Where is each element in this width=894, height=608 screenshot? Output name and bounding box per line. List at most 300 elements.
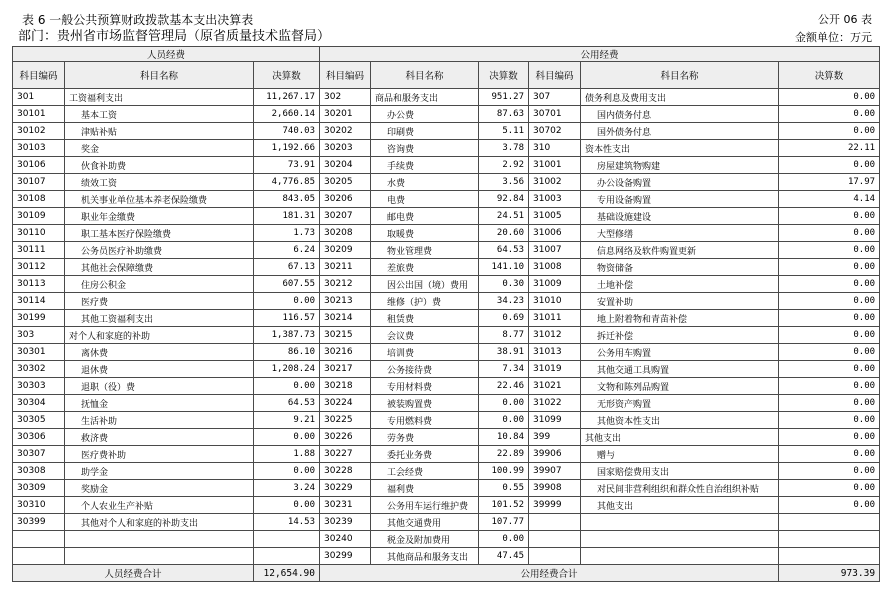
item-code: 30228 [320,463,371,480]
item-code: 30306 [13,429,65,446]
item-amount: 0.00 [479,531,529,548]
item-name: 离休费 [65,344,254,361]
table-row [13,429,880,446]
item-amount: 0.00 [254,497,320,514]
item-code: 30701 [529,106,581,123]
item-amount: 0.00 [254,378,320,395]
item-amount: 64.53 [479,242,529,259]
item-code: 307 [529,89,581,106]
item-name: 邮电费 [371,208,479,225]
item-name: 生活补助 [65,412,254,429]
item-name: 国外债务付息 [581,123,779,140]
item-code: 31005 [529,208,581,225]
group-header-personnel: 人员经费 [13,47,320,62]
item-amount: 38.91 [479,344,529,361]
table-row [13,480,880,497]
item-code: 30101 [13,106,65,123]
item-name: 印刷费 [371,123,479,140]
item-amount: 11,267.17 [254,89,320,106]
item-code: 30304 [13,395,65,412]
item-amount: 607.55 [254,276,320,293]
item-name: 绩效工资 [65,174,254,191]
item-name: 大型修缮 [581,225,779,242]
column-header-code: 科目编码 [13,62,65,89]
item-amount: 0.00 [479,395,529,412]
item-code: 30216 [320,344,371,361]
item-code: 30213 [320,293,371,310]
table-row [13,276,880,293]
item-code: 30108 [13,191,65,208]
item-amount: 0.00 [779,225,880,242]
item-name: 基本工资 [65,106,254,123]
item-amount: 0.00 [779,327,880,344]
item-name: 其他工资福利支出 [65,310,254,327]
expenditure-table [12,46,880,582]
item-amount: 951.27 [479,89,529,106]
item-name: 对民间非营利组织和群众性自治组织补贴 [581,480,779,497]
column-header-amount: 决算数 [779,62,880,89]
item-code: 30212 [320,276,371,293]
column-header-name: 科目名称 [65,62,254,89]
item-code: 310 [529,140,581,157]
item-name: 咨询费 [371,140,479,157]
item-name: 基础设施建设 [581,208,779,225]
item-name: 奖励金 [65,480,254,497]
column-header-code: 科目编码 [320,62,371,89]
item-name: 被装购置费 [371,395,479,412]
item-code: 31002 [529,174,581,191]
item-amount: 86.10 [254,344,320,361]
item-amount: 0.30 [479,276,529,293]
item-amount: 0.00 [779,412,880,429]
item-amount: 1,192.66 [254,140,320,157]
column-header-amount: 决算数 [479,62,529,89]
empty-cell [65,531,254,548]
item-code: 30113 [13,276,65,293]
item-amount: 843.05 [254,191,320,208]
table-row [13,106,880,123]
item-code: 30310 [13,497,65,514]
item-amount: 22.89 [479,446,529,463]
item-code: 30399 [13,514,65,531]
item-amount: 10.84 [479,429,529,446]
personnel-total-amount: 12,654.90 [254,565,320,582]
item-code: 30107 [13,174,65,191]
item-code: 30202 [320,123,371,140]
item-amount: 0.69 [479,310,529,327]
item-code: 30201 [320,106,371,123]
item-name: 公务接待费 [371,361,479,378]
item-code: 30231 [320,497,371,514]
item-code: 30110 [13,225,65,242]
empty-cell [779,531,880,548]
item-amount: 0.00 [779,463,880,480]
item-amount: 17.97 [779,174,880,191]
item-name: 其他交通费用 [371,514,479,531]
item-code: 30106 [13,157,65,174]
item-code: 31019 [529,361,581,378]
item-name: 土地补偿 [581,276,779,293]
item-name: 其他对个人和家庭的补助支出 [65,514,254,531]
empty-cell [581,531,779,548]
table-row [13,157,880,174]
item-code: 30203 [320,140,371,157]
item-amount: 4.14 [779,191,880,208]
department-label: 部门：贵州省市场监督管理局（原省质量技术监督局） [18,29,331,44]
item-amount: 2.92 [479,157,529,174]
item-name: 个人农业生产补贴 [65,497,254,514]
table-row [13,344,880,361]
item-name: 奖金 [65,140,254,157]
item-name: 国家赔偿费用支出 [581,463,779,480]
item-code: 30307 [13,446,65,463]
item-name: 助学金 [65,463,254,480]
item-name: 物业管理费 [371,242,479,259]
item-code: 301 [13,89,65,106]
item-amount: 100.99 [479,463,529,480]
item-name: 津贴补贴 [65,123,254,140]
item-name: 会议费 [371,327,479,344]
item-name: 福利费 [371,480,479,497]
group-header-public: 公用经费 [320,47,880,62]
table-row [13,327,880,344]
item-name: 赠与 [581,446,779,463]
table-row [13,514,880,531]
item-code: 399 [529,429,581,446]
item-code: 31011 [529,310,581,327]
item-name: 手续费 [371,157,479,174]
item-name: 其他资本性支出 [581,412,779,429]
item-name: 房屋建筑物购建 [581,157,779,174]
column-header-name: 科目名称 [581,62,779,89]
table-row [13,378,880,395]
empty-cell [13,548,65,565]
form-number: 公开 06 表 [818,13,872,26]
item-amount: 181.31 [254,208,320,225]
item-name: 专用材料费 [371,378,479,395]
item-amount: 0.00 [779,157,880,174]
item-code: 30702 [529,123,581,140]
item-amount: 22.46 [479,378,529,395]
empty-cell [779,548,880,565]
item-code: 31006 [529,225,581,242]
item-amount: 14.53 [254,514,320,531]
item-name: 其他社会保障缴费 [65,259,254,276]
item-code: 30239 [320,514,371,531]
item-name: 委托业务费 [371,446,479,463]
item-amount: 9.21 [254,412,320,429]
item-code: 30112 [13,259,65,276]
item-amount: 64.53 [254,395,320,412]
item-amount: 3.24 [254,480,320,497]
table-row [13,242,880,259]
item-amount: 0.00 [779,106,880,123]
item-code: 31003 [529,191,581,208]
column-header-amount: 决算数 [254,62,320,89]
item-name: 商品和服务支出 [371,89,479,106]
empty-cell [529,548,581,565]
item-amount: 1.73 [254,225,320,242]
item-amount: 0.00 [254,293,320,310]
item-name: 资本性支出 [581,140,779,157]
item-code: 30299 [320,548,371,565]
empty-cell [65,548,254,565]
item-amount: 67.13 [254,259,320,276]
item-name: 住房公积金 [65,276,254,293]
item-amount: 3.56 [479,174,529,191]
item-amount: 92.84 [479,191,529,208]
item-amount: 0.00 [779,276,880,293]
item-code: 30309 [13,480,65,497]
item-code: 30301 [13,344,65,361]
item-code: 39907 [529,463,581,480]
item-name: 抚恤金 [65,395,254,412]
item-amount: 740.03 [254,123,320,140]
table-row [13,310,880,327]
item-code: 30218 [320,378,371,395]
empty-cell [529,514,581,531]
item-code: 31001 [529,157,581,174]
item-code: 302 [320,89,371,106]
item-name: 职业年金缴费 [65,208,254,225]
public-total-amount: 973.39 [779,565,880,582]
item-amount: 0.00 [254,429,320,446]
item-code: 30226 [320,429,371,446]
item-name: 其他商品和服务支出 [371,548,479,565]
item-name: 退休费 [65,361,254,378]
item-amount: 0.00 [779,310,880,327]
item-code: 30111 [13,242,65,259]
item-amount: 0.00 [779,123,880,140]
item-amount: 0.55 [479,480,529,497]
item-name: 地上附着物和青苗补偿 [581,310,779,327]
item-amount: 87.63 [479,106,529,123]
item-code: 30214 [320,310,371,327]
item-code: 30204 [320,157,371,174]
item-code: 39906 [529,446,581,463]
item-code: 30308 [13,463,65,480]
item-name: 医疗费补助 [65,446,254,463]
item-name: 债务利息及费用支出 [581,89,779,106]
item-amount: 0.00 [779,429,880,446]
table-row [13,259,880,276]
item-amount: 0.00 [779,344,880,361]
item-amount: 0.00 [779,293,880,310]
item-amount: 0.00 [779,378,880,395]
item-code: 30207 [320,208,371,225]
item-code: 30225 [320,412,371,429]
item-code: 30229 [320,480,371,497]
item-amount: 47.45 [479,548,529,565]
item-name: 拆迁补偿 [581,327,779,344]
item-name: 公务员医疗补助缴费 [65,242,254,259]
item-code: 30206 [320,191,371,208]
item-code: 31010 [529,293,581,310]
item-code: 30303 [13,378,65,395]
item-amount: 0.00 [479,412,529,429]
item-name: 专用设备购置 [581,191,779,208]
totals-row [13,565,880,582]
item-amount: 0.00 [779,361,880,378]
item-code: 30209 [320,242,371,259]
item-amount: 24.51 [479,208,529,225]
item-amount: 101.52 [479,497,529,514]
table-row [13,89,880,106]
item-amount: 22.11 [779,140,880,157]
item-name: 办公设备购置 [581,174,779,191]
item-amount: 4,776.85 [254,174,320,191]
item-name: 电费 [371,191,479,208]
personnel-total-label: 人员经费合计 [13,565,254,582]
table-row [13,140,880,157]
item-amount: 0.00 [779,208,880,225]
table-row [13,531,880,548]
item-name: 伙食补助费 [65,157,254,174]
item-amount: 0.00 [779,259,880,276]
item-code: 30224 [320,395,371,412]
empty-cell [254,548,320,565]
item-amount: 1.88 [254,446,320,463]
item-name: 文物和陈列品购置 [581,378,779,395]
item-amount: 2,660.14 [254,106,320,123]
table-row [13,548,880,565]
item-code: 30205 [320,174,371,191]
item-amount: 0.00 [779,395,880,412]
item-amount: 0.00 [254,463,320,480]
item-code: 31007 [529,242,581,259]
empty-cell [581,548,779,565]
public-total-label: 公用经费合计 [320,565,779,582]
item-name: 国内债务付息 [581,106,779,123]
amount-unit: 金额单位：万元 [795,31,872,44]
item-code: 31021 [529,378,581,395]
item-name: 租赁费 [371,310,479,327]
empty-cell [254,531,320,548]
item-name: 公务用车购置 [581,344,779,361]
item-name: 其他支出 [581,497,779,514]
item-name: 医疗费 [65,293,254,310]
item-name: 安置补助 [581,293,779,310]
item-amount: 0.00 [779,89,880,106]
item-amount: 116.57 [254,310,320,327]
table-row [13,123,880,140]
item-name: 其他交通工具购置 [581,361,779,378]
item-code: 31013 [529,344,581,361]
item-name: 差旅费 [371,259,479,276]
item-name: 救济费 [65,429,254,446]
item-code: 30305 [13,412,65,429]
item-code: 31022 [529,395,581,412]
empty-cell [529,531,581,548]
item-code: 39908 [529,480,581,497]
item-name: 办公费 [371,106,479,123]
item-code: 31099 [529,412,581,429]
item-name: 其他支出 [581,429,779,446]
item-code: 31009 [529,276,581,293]
table-row [13,174,880,191]
item-code: 30102 [13,123,65,140]
item-amount: 5.11 [479,123,529,140]
empty-cell [581,514,779,531]
item-name: 物资储备 [581,259,779,276]
item-code: 39999 [529,497,581,514]
table-row [13,225,880,242]
item-code: 31012 [529,327,581,344]
item-name: 取暖费 [371,225,479,242]
item-code: 31008 [529,259,581,276]
item-amount: 1,208.24 [254,361,320,378]
item-name: 工资福利支出 [65,89,254,106]
item-amount: 1,387.73 [254,327,320,344]
item-name: 税金及附加费用 [371,531,479,548]
item-code: 30302 [13,361,65,378]
item-name: 职工基本医疗保险缴费 [65,225,254,242]
table-row [13,463,880,480]
item-code: 30109 [13,208,65,225]
empty-cell [779,514,880,531]
item-name: 因公出国（境）费用 [371,276,479,293]
item-amount: 6.24 [254,242,320,259]
table-row [13,361,880,378]
item-amount: 0.00 [779,480,880,497]
item-name: 无形资产购置 [581,395,779,412]
table-row [13,208,880,225]
item-code: 30240 [320,531,371,548]
table-row [13,412,880,429]
item-name: 水费 [371,174,479,191]
item-amount: 0.00 [779,446,880,463]
item-code: 303 [13,327,65,344]
item-name: 信息网络及软件购置更新 [581,242,779,259]
table-row [13,497,880,514]
item-code: 30211 [320,259,371,276]
item-code: 30103 [13,140,65,157]
item-name: 对个人和家庭的补助 [65,327,254,344]
table-row [13,395,880,412]
item-code: 30217 [320,361,371,378]
item-amount: 3.78 [479,140,529,157]
item-name: 工会经费 [371,463,479,480]
item-name: 专用燃料费 [371,412,479,429]
item-amount: 107.77 [479,514,529,531]
table-row [13,191,880,208]
item-amount: 7.34 [479,361,529,378]
item-amount: 8.77 [479,327,529,344]
item-name: 培训费 [371,344,479,361]
item-amount: 73.91 [254,157,320,174]
report-title: 表 6 一般公共预算财政拨款基本支出决算表 [22,13,254,27]
empty-cell [13,531,65,548]
column-header-code: 科目编码 [529,62,581,89]
item-name: 退职（役）费 [65,378,254,395]
item-name: 维修（护）费 [371,293,479,310]
item-amount: 0.00 [779,497,880,514]
table-row [13,293,880,310]
item-amount: 34.23 [479,293,529,310]
item-name: 公务用车运行维护费 [371,497,479,514]
item-code: 30114 [13,293,65,310]
item-amount: 141.10 [479,259,529,276]
item-name: 机关事业单位基本养老保险缴费 [65,191,254,208]
item-code: 30208 [320,225,371,242]
item-code: 30199 [13,310,65,327]
item-amount: 20.60 [479,225,529,242]
item-code: 30227 [320,446,371,463]
column-header-name: 科目名称 [371,62,479,89]
item-amount: 0.00 [779,242,880,259]
table-row [13,446,880,463]
item-name: 劳务费 [371,429,479,446]
